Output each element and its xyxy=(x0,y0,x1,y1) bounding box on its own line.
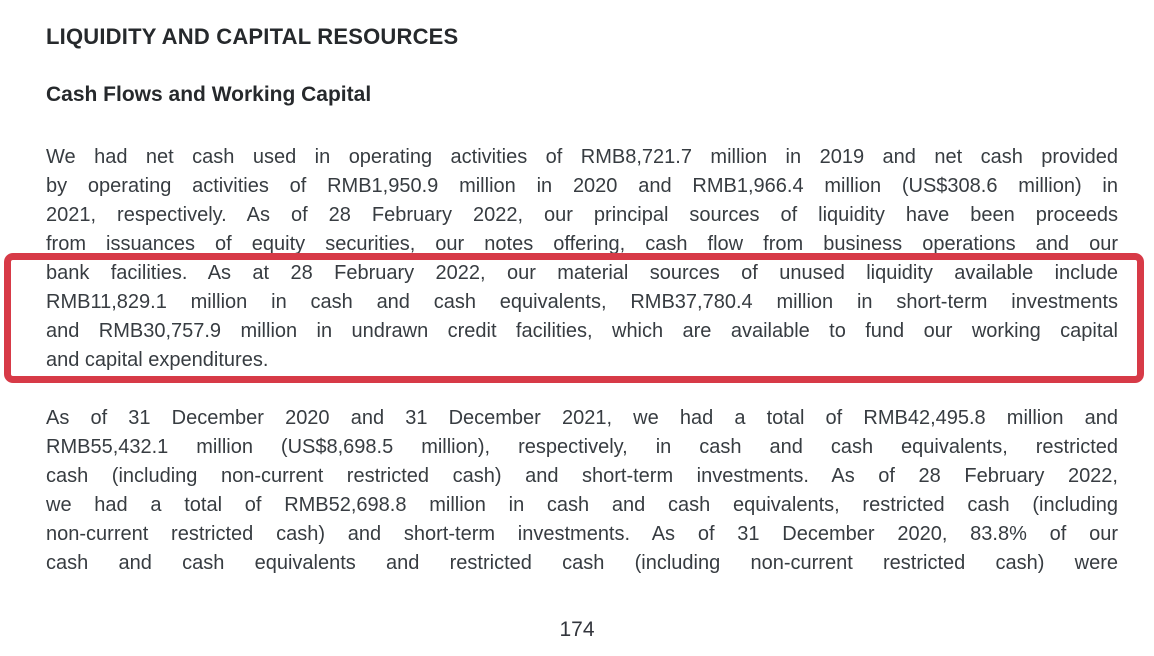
text-line: 2021, respectively. As of 28 February 2022, our principal sources of liquidity have been proceeds xyxy=(46,204,1118,226)
text-line: cash and cash equivalents and restricted cash (including non-current restricted cash) were xyxy=(46,552,1118,574)
subsection-heading: Cash Flows and Working Capital xyxy=(46,83,372,106)
text-line: RMB11,829.1 million in cash and cash equivalents, RMB37,780.4 million in short-term investments xyxy=(46,291,1118,313)
section-heading: LIQUIDITY AND CAPITAL RESOURCES xyxy=(46,24,459,49)
text-line: and capital expenditures. xyxy=(46,349,269,371)
paragraph-cash-totals xyxy=(46,404,1118,578)
text-line: bank facilities. As at 28 February 2022, our material sources of unused liquidity available include xyxy=(46,262,1118,284)
text-line: RMB55,432.1 million (US$8,698.5 million), respectively, in cash and cash equivalents, restricted xyxy=(46,436,1118,458)
paragraph-cash-flows xyxy=(46,143,1118,375)
text-line: and RMB30,757.9 million in undrawn credit facilities, which are available to fund our working capital xyxy=(46,320,1118,342)
text-line: We had net cash used in operating activities of RMB8,721.7 million in 2019 and net cash provided xyxy=(46,146,1118,168)
text-line: cash (including non-current restricted cash) and short-term investments. As of 28 February 2022, xyxy=(46,465,1118,487)
text-line: from issuances of equity securities, our notes offering, cash flow from business operations and our xyxy=(46,233,1118,255)
page-number: 174 xyxy=(559,618,595,641)
text-line: non-current restricted cash) and short-term investments. As of 31 December 2020, 83.8% of our xyxy=(46,523,1118,545)
text-line: we had a total of RMB52,698.8 million in cash and cash equivalents, restricted cash (including xyxy=(46,494,1118,516)
text-line: As of 31 December 2020 and 31 December 2021, we had a total of RMB42,495.8 million and xyxy=(46,407,1118,429)
text-line: by operating activities of RMB1,950.9 million in 2020 and RMB1,966.4 million (US$308.6 million) in xyxy=(46,175,1118,197)
